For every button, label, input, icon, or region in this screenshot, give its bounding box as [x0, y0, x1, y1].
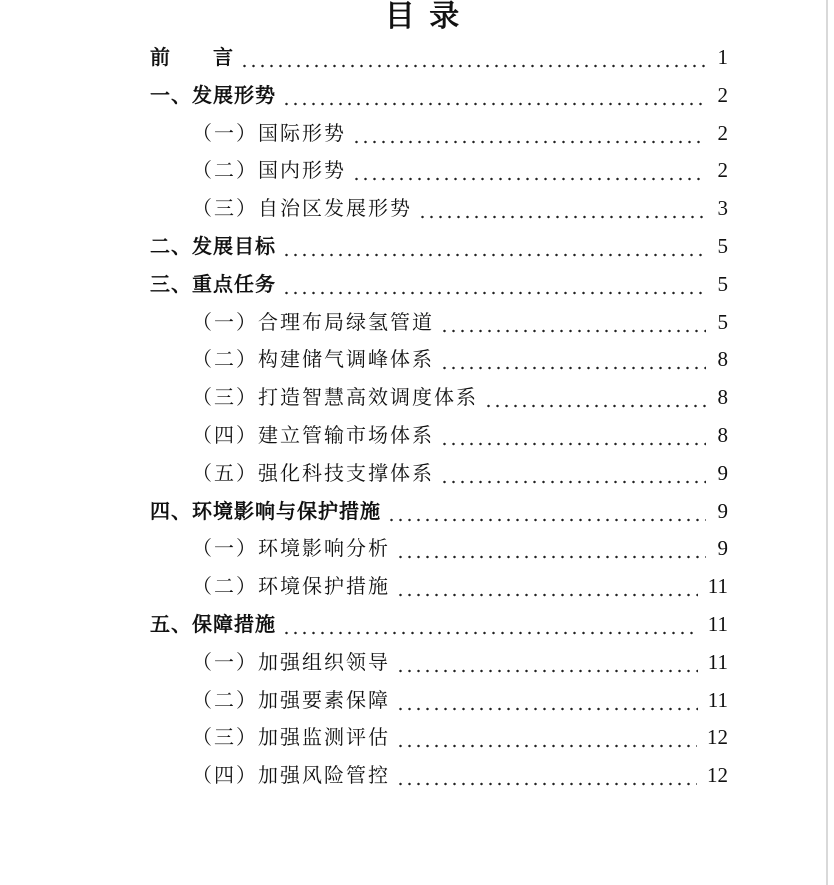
toc-page-number: 5 — [717, 234, 728, 258]
dot-leader — [240, 38, 706, 76]
toc-page-number: 2 — [717, 82, 728, 107]
toc-entry-subsection-5-1[interactable] — [192, 643, 728, 681]
toc-page-number: 5 — [717, 309, 728, 334]
toc-entry-label: 五、保障措施 — [150, 612, 276, 636]
toc-entry-label: （三）打造智慧高效调度体系 — [192, 385, 478, 410]
toc-entry-section-5[interactable] — [150, 605, 728, 643]
toc-page-number: 2 — [717, 158, 728, 183]
toc-entry-subsection-1-1[interactable] — [192, 114, 728, 152]
toc-entry-label: （三）加强监测评估 — [192, 725, 390, 750]
toc-entry-preface[interactable] — [150, 38, 728, 76]
dot-leader — [396, 718, 697, 756]
toc-page-number: 8 — [717, 423, 728, 447]
toc-entry-label: （一）加强组织领导 — [192, 649, 390, 674]
dot-leader — [387, 492, 706, 530]
dot-leader — [440, 340, 706, 378]
toc-entry-section-1[interactable] — [150, 76, 728, 114]
toc-entry-subsection-5-4[interactable] — [192, 756, 728, 794]
toc-page-number: 11 — [707, 649, 728, 674]
toc-page-number: 5 — [717, 271, 728, 296]
toc-entry-subsection-1-3[interactable] — [192, 189, 728, 227]
toc-page-number: 12 — [707, 725, 728, 750]
toc-entry-subsection-3-5[interactable] — [192, 454, 728, 492]
toc-entry-label: 三、重点任务 — [150, 271, 276, 296]
toc-page-number: 9 — [717, 536, 728, 561]
toc-page-number: 8 — [717, 347, 728, 372]
toc-entry-label: （二）加强要素保障 — [192, 687, 390, 712]
toc-page-number: 2 — [717, 120, 728, 145]
toc-entry-label: （四）建立管输市场体系 — [192, 423, 434, 447]
toc-page-number: 11 — [707, 687, 728, 712]
dot-leader — [352, 114, 706, 152]
toc-entry-section-2[interactable] — [150, 227, 728, 265]
toc-entry-section-3[interactable] — [150, 265, 728, 303]
toc-page-number: 11 — [707, 574, 728, 599]
dot-leader — [282, 265, 706, 303]
dot-leader — [396, 681, 698, 719]
toc-entry-subsection-3-2[interactable] — [192, 340, 728, 378]
dot-leader — [396, 529, 706, 567]
dot-leader — [418, 189, 706, 227]
dot-leader — [282, 76, 706, 114]
toc-entry-label: （二）环境保护措施 — [192, 574, 390, 599]
toc-page-number: 9 — [717, 498, 728, 523]
toc-entry-label: （一）环境影响分析 — [192, 536, 390, 561]
toc-entry-subsection-4-2[interactable] — [192, 567, 728, 605]
toc-entry-label: 一、发展形势 — [150, 82, 276, 107]
toc-entry-subsection-1-2[interactable] — [192, 151, 728, 189]
toc-page-number: 8 — [717, 385, 728, 410]
toc-entry-subsection-5-3[interactable] — [192, 718, 728, 756]
dot-leader — [396, 643, 698, 681]
dot-leader — [352, 151, 706, 189]
dot-leader — [282, 227, 706, 265]
dot-leader — [484, 378, 706, 416]
page-edge-divider — [826, 0, 828, 885]
toc-entry-label: 四、环境影响与保护措施 — [150, 498, 381, 523]
toc-page-number: 9 — [717, 460, 728, 485]
toc-entry-subsection-4-1[interactable] — [192, 529, 728, 567]
dot-leader — [396, 756, 697, 794]
toc-entry-label: （一）合理布局绿氢管道 — [192, 309, 434, 334]
toc-entry-section-4[interactable] — [150, 492, 728, 530]
toc-page-number: 3 — [717, 196, 728, 221]
dot-leader — [396, 567, 698, 605]
toc-entry-label: （二）构建储气调峰体系 — [192, 347, 434, 372]
toc-page-number: 11 — [707, 612, 728, 636]
toc-entry-label: （五）强化科技支撑体系 — [192, 460, 434, 485]
toc-entry-label: 二、发展目标 — [150, 234, 276, 258]
toc-page-number: 12 — [707, 763, 728, 788]
toc-page-number: 1 — [717, 45, 728, 69]
dot-leader — [282, 605, 698, 643]
dot-leader — [440, 303, 706, 341]
dot-leader — [440, 454, 706, 492]
toc-entry-subsection-5-2[interactable] — [192, 681, 728, 719]
toc-entry-label: （二）国内形势 — [192, 158, 346, 183]
toc-entry-label: （四）加强风险管控 — [192, 763, 390, 788]
toc-entry-subsection-3-1[interactable] — [192, 303, 728, 341]
toc-entry-subsection-3-4[interactable] — [192, 416, 728, 454]
toc-entry-label: （三）自治区发展形势 — [192, 196, 412, 221]
toc-entry-subsection-3-3[interactable] — [192, 378, 728, 416]
toc-entry-label: 前 言 — [150, 45, 234, 69]
toc-title: 目 录 — [384, 0, 462, 34]
toc-entry-label: （一）国际形势 — [192, 120, 346, 145]
dot-leader — [440, 416, 706, 454]
